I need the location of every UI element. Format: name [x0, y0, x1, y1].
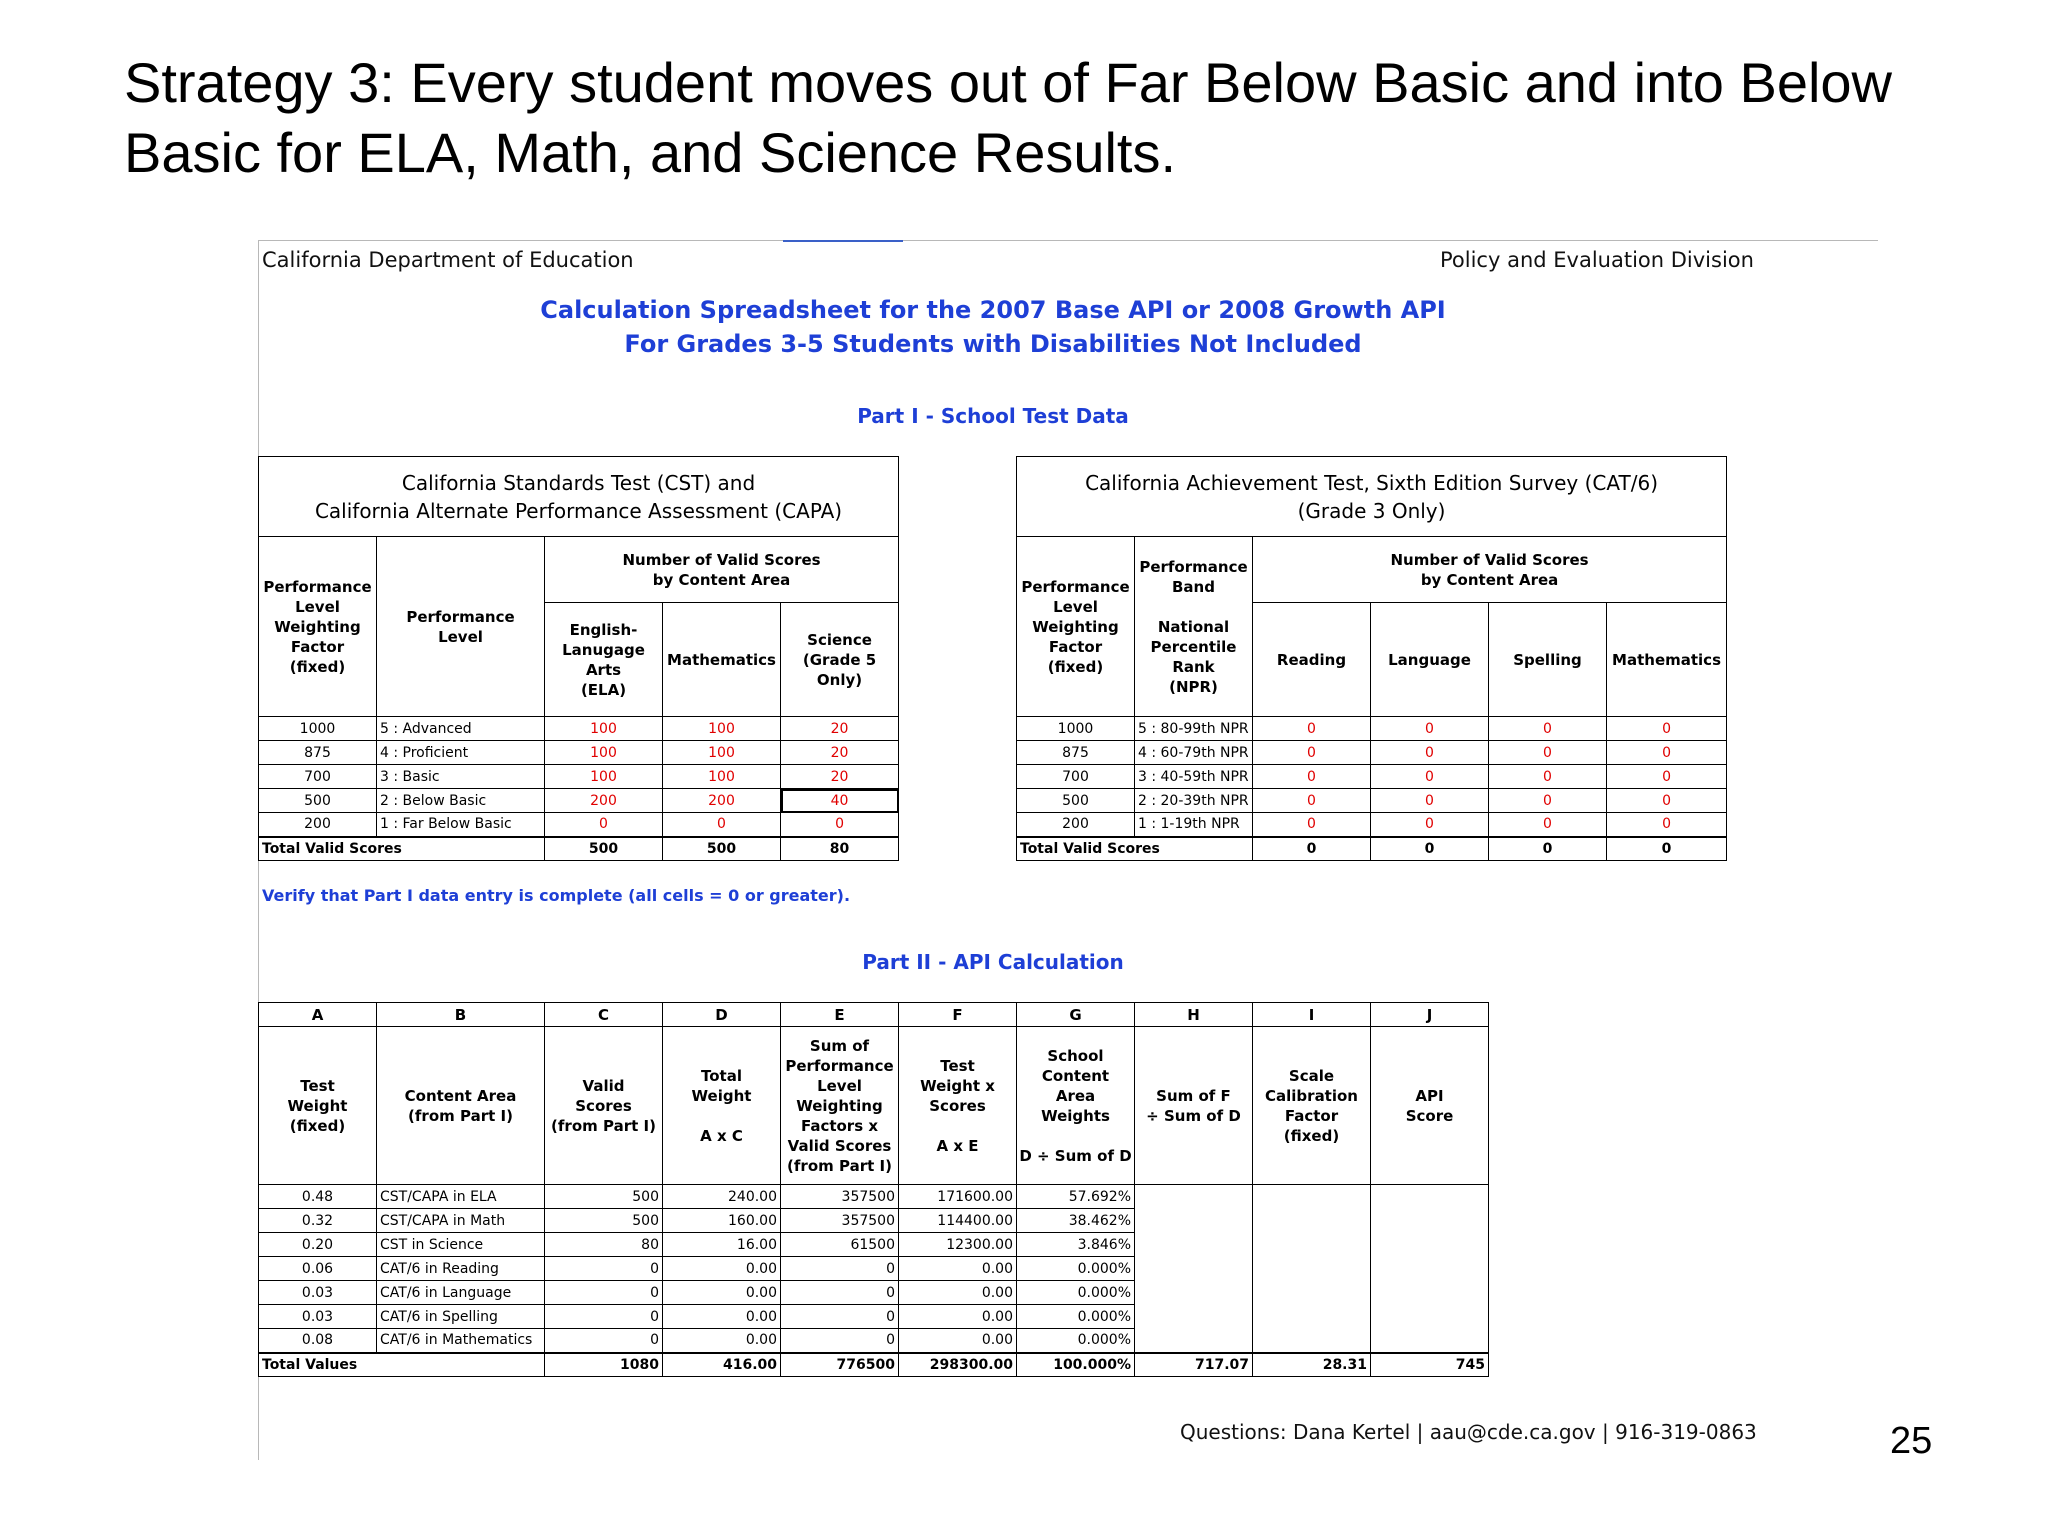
cst-ela-cell[interactable]: 100	[545, 765, 663, 789]
cst-math-cell[interactable]: 200	[663, 789, 781, 813]
questions-footer: Questions: Dana Kertel | aau@cde.ca.gov | 916-319-0863	[1180, 1420, 1757, 1444]
api-header-g-l2: Content	[1041, 1066, 1110, 1085]
cst-level-cell[interactable]: 3 : Basic	[377, 765, 545, 789]
cat6-language-cell[interactable]: 0	[1371, 813, 1489, 837]
api-letter: H	[1135, 1003, 1253, 1027]
api-header-e-l1: Sum of	[809, 1036, 870, 1055]
cat6-band-header	[1135, 537, 1253, 717]
cat6-weight-header-l3: Weighting	[1032, 617, 1119, 636]
api-header-i-l3: Factor	[1284, 1106, 1339, 1125]
api-cell-c[interactable]: 0	[545, 1257, 663, 1281]
cst-level-cell[interactable]: 5 : Advanced	[377, 717, 545, 741]
cst-weight-cell[interactable]: 875	[259, 741, 377, 765]
slide-title-line-1: Strategy 3: Every student moves out of Far Below Basic and into Below	[124, 51, 1892, 114]
api-header-a-l1: Test	[300, 1076, 335, 1095]
cst-math-header: Mathematics	[663, 603, 781, 717]
cst-sci-cell[interactable]: 0	[781, 813, 899, 837]
cat6-weight-cell[interactable]: 200	[1017, 813, 1135, 837]
cst-row-below-basic	[259, 789, 899, 813]
api-cell-g[interactable]: 0.000%	[1017, 1329, 1135, 1353]
cat6-math-cell[interactable]: 0	[1607, 765, 1727, 789]
api-total-c: 1080	[545, 1353, 663, 1377]
api-cell-g[interactable]: 57.692%	[1017, 1185, 1135, 1209]
cst-total-sci: 80	[781, 837, 899, 861]
cst-weight-header	[259, 537, 377, 717]
api-header-e	[781, 1027, 899, 1185]
slide-title-line-2: Basic for ELA, Math, and Science Results.	[124, 121, 1177, 184]
api-cell-f[interactable]: 12300.00	[899, 1233, 1017, 1257]
api-cell-h-blank[interactable]	[1135, 1185, 1253, 1353]
cat6-band-header-l2: Band	[1172, 577, 1215, 596]
cat6-math-cell[interactable]: 0	[1607, 813, 1727, 837]
api-header-g-l6: D ÷ Sum of D	[1019, 1146, 1132, 1165]
api-header-c-l1: Valid	[582, 1076, 625, 1095]
cst-total-label: Total Valid Scores	[259, 837, 545, 861]
cat6-total-spelling: 0	[1489, 837, 1607, 861]
api-total-e: 776500	[781, 1353, 899, 1377]
cat6-row-2	[1017, 741, 1727, 765]
api-cell-d[interactable]: 160.00	[663, 1209, 781, 1233]
cst-ela-cell[interactable]: 0	[545, 813, 663, 837]
api-column-letters	[259, 1003, 1489, 1027]
api-cell-c[interactable]: 80	[545, 1233, 663, 1257]
api-total-d: 416.00	[663, 1353, 781, 1377]
api-header-d-spacer	[663, 1106, 780, 1126]
cst-weight-header-l4: Factor	[290, 637, 345, 656]
api-cell-b[interactable]: CAT/6 in Language	[377, 1281, 545, 1305]
api-header-h-l1: Sum of F	[1156, 1086, 1231, 1105]
api-header-b	[377, 1027, 545, 1185]
cst-weight-cell[interactable]: 1000	[259, 717, 377, 741]
api-cell-a[interactable]: 0.08	[259, 1329, 377, 1353]
api-cell-c[interactable]: 500	[545, 1209, 663, 1233]
api-cell-c[interactable]: 0	[545, 1305, 663, 1329]
header-left: California Department of Education	[262, 248, 634, 272]
api-header-f	[899, 1027, 1017, 1185]
cst-table	[258, 456, 899, 861]
cst-sci-cell-selected[interactable]: 40	[781, 789, 899, 813]
cat6-spelling-cell[interactable]: 0	[1489, 789, 1607, 813]
cat6-spelling-cell[interactable]: 0	[1489, 813, 1607, 837]
sheet-tab-marker	[783, 240, 903, 242]
api-header-j-l2: Score	[1405, 1106, 1454, 1125]
cst-row-far-below-basic	[259, 813, 899, 837]
cat6-band-header-l5: Rank	[1172, 657, 1215, 676]
api-cell-b[interactable]: CST/CAPA in Math	[377, 1209, 545, 1233]
api-cell-b[interactable]: CAT/6 in Mathematics	[377, 1329, 545, 1353]
cst-level-header	[377, 537, 545, 717]
cat6-band-header-spacer	[1135, 597, 1252, 617]
sheet-top-border	[258, 240, 1878, 241]
cat6-weight-cell[interactable]: 500	[1017, 789, 1135, 813]
api-cell-e[interactable]: 0	[781, 1281, 899, 1305]
api-cell-a[interactable]: 0.32	[259, 1209, 377, 1233]
api-cell-a[interactable]: 0.03	[259, 1281, 377, 1305]
api-cell-b[interactable]: CAT/6 in Spelling	[377, 1305, 545, 1329]
cst-total-math: 500	[663, 837, 781, 861]
cat6-total-reading: 0	[1253, 837, 1371, 861]
part2-title: Part II - API Calculation	[862, 950, 1124, 974]
api-cell-e[interactable]: 61500	[781, 1233, 899, 1257]
api-letter: B	[377, 1003, 545, 1027]
api-header-j	[1371, 1027, 1489, 1185]
cat6-weight-header	[1017, 537, 1135, 717]
cst-total-ela: 500	[545, 837, 663, 861]
api-header-i	[1253, 1027, 1371, 1185]
api-cell-d[interactable]: 16.00	[663, 1233, 781, 1257]
cat6-weight-cell[interactable]: 700	[1017, 765, 1135, 789]
cat6-math-cell[interactable]: 0	[1607, 741, 1727, 765]
api-cell-d[interactable]: 0.00	[663, 1257, 781, 1281]
cat6-total-row	[1017, 837, 1727, 861]
api-header-f-spacer	[899, 1116, 1016, 1136]
cst-math-cell[interactable]: 100	[663, 741, 781, 765]
api-cell-a[interactable]: 0.48	[259, 1185, 377, 1209]
api-header-f-l3: Scores	[929, 1096, 986, 1115]
cat6-reading-header: Reading	[1253, 603, 1371, 717]
cat6-total-language: 0	[1371, 837, 1489, 861]
api-cell-a[interactable]: 0.06	[259, 1257, 377, 1281]
api-header-h	[1135, 1027, 1253, 1185]
api-cell-i-blank[interactable]	[1253, 1185, 1371, 1353]
api-cell-b[interactable]: CST in Science	[377, 1233, 545, 1257]
page-number: 25	[1890, 1420, 1933, 1462]
cst-weight-cell[interactable]: 500	[259, 789, 377, 813]
cst-weight-cell[interactable]: 700	[259, 765, 377, 789]
api-row-ela	[259, 1185, 1489, 1209]
cst-level-cell[interactable]: 4 : Proficient	[377, 741, 545, 765]
cst-ela-cell[interactable]: 100	[545, 741, 663, 765]
cat6-math-header: Mathematics	[1607, 603, 1727, 717]
cat6-row-1	[1017, 717, 1727, 741]
api-header-e-l6: Valid Scores	[787, 1136, 892, 1155]
api-header-f-l2: Weight x	[920, 1076, 995, 1095]
api-table	[258, 1002, 1489, 1377]
api-letter: J	[1371, 1003, 1489, 1027]
api-letter: F	[899, 1003, 1017, 1027]
cst-valid-header	[545, 537, 899, 603]
cat6-math-cell[interactable]: 0	[1607, 717, 1727, 741]
api-header-j-l1: API	[1415, 1086, 1444, 1105]
cst-ela-header-l4: (ELA)	[580, 680, 627, 699]
cat6-language-header: Language	[1371, 603, 1489, 717]
cst-row-basic	[259, 765, 899, 789]
api-cell-b[interactable]: CST/CAPA in ELA	[377, 1185, 545, 1209]
api-letter: G	[1017, 1003, 1135, 1027]
cst-weight-header-l2: Level	[295, 597, 340, 616]
api-header-e-l7: (from Part I)	[787, 1156, 892, 1175]
api-cell-e[interactable]: 0	[781, 1329, 899, 1353]
verify-note: Verify that Part I data entry is complete (all cells = 0 or greater).	[262, 886, 851, 905]
cst-row-proficient	[259, 741, 899, 765]
cst-sci-cell[interactable]: 20	[781, 741, 899, 765]
cat6-math-cell[interactable]: 0	[1607, 789, 1727, 813]
api-header-d-l2: Weight	[691, 1086, 752, 1105]
cst-weight-header-l3: Weighting	[274, 617, 361, 636]
cat6-spelling-cell[interactable]: 0	[1489, 741, 1607, 765]
cat6-valid-header-l1: Number of Valid Scores	[1390, 550, 1589, 569]
api-header-g-l1: School	[1047, 1046, 1104, 1065]
cst-ela-header-l2: Lanugage	[562, 640, 645, 659]
cat6-title-line-2: (Grade 3 Only)	[1297, 498, 1446, 523]
cst-level-header-l1: Performance	[406, 607, 515, 626]
api-cell-g[interactable]: 0.000%	[1017, 1281, 1135, 1305]
api-cell-g[interactable]: 3.846%	[1017, 1233, 1135, 1257]
api-header-e-l3: Level	[817, 1076, 862, 1095]
cst-math-cell[interactable]: 100	[663, 717, 781, 741]
api-header-c-l3: (from Part I)	[551, 1116, 656, 1135]
cat6-reading-cell[interactable]: 0	[1253, 717, 1371, 741]
cat6-weight-header-l2: Level	[1053, 597, 1098, 616]
api-cell-f[interactable]: 171600.00	[899, 1185, 1017, 1209]
api-cell-e[interactable]: 0	[781, 1305, 899, 1329]
cst-valid-header-l1: Number of Valid Scores	[622, 550, 821, 569]
cst-weight-header-l1: Performance	[263, 577, 372, 596]
cst-level-cell[interactable]: 1 : Far Below Basic	[377, 813, 545, 837]
api-cell-e[interactable]: 357500	[781, 1209, 899, 1233]
api-letter: D	[663, 1003, 781, 1027]
cst-math-cell[interactable]: 0	[663, 813, 781, 837]
api-header-d-l1: Total	[701, 1066, 742, 1085]
header-right: Policy and Evaluation Division	[1440, 248, 1754, 272]
cat6-title-line-1: California Achievement Test, Sixth Edition Survey (CAT/6)	[1085, 470, 1658, 495]
api-cell-f[interactable]: 0.00	[899, 1257, 1017, 1281]
api-cell-c[interactable]: 0	[545, 1281, 663, 1305]
cst-sci-cell[interactable]: 20	[781, 717, 899, 741]
cat6-table	[1016, 456, 1727, 861]
cat6-valid-header	[1253, 537, 1727, 603]
api-cell-g[interactable]: 38.462%	[1017, 1209, 1135, 1233]
api-letter: C	[545, 1003, 663, 1027]
api-letter: I	[1253, 1003, 1371, 1027]
api-letter: A	[259, 1003, 377, 1027]
cat6-total-label: Total Valid Scores	[1017, 837, 1253, 861]
cat6-row-4	[1017, 789, 1727, 813]
api-header-h-l2: ÷ Sum of D	[1146, 1106, 1241, 1125]
cat6-reading-cell[interactable]: 0	[1253, 765, 1371, 789]
api-header-g	[1017, 1027, 1135, 1185]
api-cell-g[interactable]: 0.000%	[1017, 1257, 1135, 1281]
api-total-f: 298300.00	[899, 1353, 1017, 1377]
api-header-e-l4: Weighting	[796, 1096, 883, 1115]
api-header-a-l2: Weight	[287, 1096, 348, 1115]
api-header-g-l3: Area	[1055, 1086, 1096, 1105]
slide-title	[124, 48, 1984, 188]
api-cell-f[interactable]: 0.00	[899, 1281, 1017, 1305]
cst-total-row	[259, 837, 899, 861]
cst-sci-header-l2: (Grade 5	[802, 650, 877, 669]
api-score: 745	[1371, 1353, 1489, 1377]
cat6-reading-cell[interactable]: 0	[1253, 789, 1371, 813]
cat6-band-cell[interactable]: 2 : 20-39th NPR	[1135, 789, 1253, 813]
cat6-row-3	[1017, 765, 1727, 789]
cst-title-line-1: California Standards Test (CST) and	[401, 470, 756, 495]
api-header-g-spacer	[1017, 1126, 1134, 1146]
cst-valid-header-l2: by Content Area	[652, 570, 791, 589]
api-cell-f[interactable]: 114400.00	[899, 1209, 1017, 1233]
cat6-spelling-cell[interactable]: 0	[1489, 765, 1607, 789]
api-total-g: 100.000%	[1017, 1353, 1135, 1377]
api-cell-b[interactable]: CAT/6 in Reading	[377, 1257, 545, 1281]
api-header-b-l2: (from Part I)	[408, 1106, 513, 1125]
cat6-band-cell[interactable]: 3 : 40-59th NPR	[1135, 765, 1253, 789]
api-header-e-l5: Factors x	[800, 1116, 879, 1135]
cat6-band-cell[interactable]: 1 : 1-19th NPR	[1135, 813, 1253, 837]
cst-ela-header	[545, 603, 663, 717]
cat6-reading-cell[interactable]: 0	[1253, 741, 1371, 765]
api-cell-e[interactable]: 0	[781, 1257, 899, 1281]
api-header-i-l4: (fixed)	[1283, 1126, 1340, 1145]
cst-weight-cell[interactable]: 200	[259, 813, 377, 837]
api-cell-e[interactable]: 357500	[781, 1185, 899, 1209]
api-header-c-l2: Scores	[575, 1096, 632, 1115]
api-header-a	[259, 1027, 377, 1185]
cst-level-header-l2: Level	[438, 627, 483, 646]
api-cell-d[interactable]: 240.00	[663, 1185, 781, 1209]
cst-sci-header-l3: Only)	[816, 670, 863, 689]
api-cell-d[interactable]: 0.00	[663, 1305, 781, 1329]
cat6-band-header-l3: National	[1157, 617, 1230, 636]
cst-sci-cell[interactable]: 20	[781, 765, 899, 789]
cat6-language-cell[interactable]: 0	[1371, 765, 1489, 789]
api-cell-f[interactable]: 0.00	[899, 1305, 1017, 1329]
api-cell-g[interactable]: 0.000%	[1017, 1305, 1135, 1329]
cat6-valid-header-l2: by Content Area	[1420, 570, 1559, 589]
api-header-i-l1: Scale	[1288, 1066, 1335, 1085]
cst-row-advanced	[259, 717, 899, 741]
cst-sci-header	[781, 603, 899, 717]
calc-title-line-1: Calculation Spreadsheet for the 2007 Base API or 2008 Growth API	[540, 296, 1446, 324]
api-cell-d[interactable]: 0.00	[663, 1281, 781, 1305]
cat6-language-cell[interactable]: 0	[1371, 789, 1489, 813]
cat6-language-cell[interactable]: 0	[1371, 717, 1489, 741]
api-cell-c[interactable]: 500	[545, 1185, 663, 1209]
cat6-weight-header-l1: Performance	[1021, 577, 1130, 596]
api-header-g-l4: Weights	[1041, 1106, 1110, 1125]
api-cell-f[interactable]: 0.00	[899, 1329, 1017, 1353]
cat6-band-cell[interactable]: 5 : 80-99th NPR	[1135, 717, 1253, 741]
api-total-i: 28.31	[1253, 1353, 1371, 1377]
api-cell-c[interactable]: 0	[545, 1329, 663, 1353]
cat6-spelling-cell[interactable]: 0	[1489, 717, 1607, 741]
cat6-band-header-l1: Performance	[1139, 557, 1248, 576]
cat6-band-header-l6: (NPR)	[1169, 677, 1218, 696]
api-total-label: Total Values	[259, 1353, 545, 1377]
api-total-row	[259, 1353, 1489, 1377]
cat6-weight-header-l4: Factor	[1048, 637, 1103, 656]
cat6-reading-cell[interactable]: 0	[1253, 813, 1371, 837]
cat6-band-cell[interactable]: 4 : 60-79th NPR	[1135, 741, 1253, 765]
api-header-i-l2: Calibration	[1265, 1086, 1358, 1105]
part1-title: Part I - School Test Data	[857, 404, 1129, 428]
cst-weight-header-l5: (fixed)	[289, 657, 346, 676]
api-header-f-l5: A x E	[936, 1136, 979, 1155]
cat6-spelling-header: Spelling	[1489, 603, 1607, 717]
api-header-row	[259, 1027, 1489, 1185]
api-header-b-l1: Content Area	[404, 1086, 517, 1105]
cat6-title	[1017, 457, 1727, 537]
cst-title-line-2: California Alternate Performance Assessment (CAPA)	[314, 498, 843, 523]
cst-math-cell[interactable]: 100	[663, 765, 781, 789]
cat6-band-header-l4: Percentile	[1150, 637, 1237, 656]
spreadsheet-screenshot	[258, 240, 1878, 1460]
api-header-c	[545, 1027, 663, 1185]
api-header-a-l3: (fixed)	[289, 1116, 346, 1135]
api-header-f-l1: Test	[940, 1056, 975, 1075]
api-header-d-l4: A x C	[700, 1126, 743, 1145]
cst-title	[259, 457, 899, 537]
api-letter: E	[781, 1003, 899, 1027]
cat6-weight-cell[interactable]: 1000	[1017, 717, 1135, 741]
cst-ela-header-l1: English-	[569, 620, 638, 639]
api-cell-d[interactable]: 0.00	[663, 1329, 781, 1353]
cat6-language-cell[interactable]: 0	[1371, 741, 1489, 765]
cat6-row-5	[1017, 813, 1727, 837]
api-header-e-l2: Performance	[785, 1056, 894, 1075]
cst-ela-cell[interactable]: 100	[545, 717, 663, 741]
cat6-weight-header-l5: (fixed)	[1047, 657, 1104, 676]
api-cell-a[interactable]: 0.20	[259, 1233, 377, 1257]
api-cell-a[interactable]: 0.03	[259, 1305, 377, 1329]
cat6-weight-cell[interactable]: 875	[1017, 741, 1135, 765]
cst-ela-cell[interactable]: 200	[545, 789, 663, 813]
cat6-total-math: 0	[1607, 837, 1727, 861]
api-cell-j-blank[interactable]	[1371, 1185, 1489, 1353]
cst-sci-header-l1: Science	[807, 630, 872, 649]
cst-level-cell[interactable]: 2 : Below Basic	[377, 789, 545, 813]
api-header-d	[663, 1027, 781, 1185]
api-total-h: 717.07	[1135, 1353, 1253, 1377]
cst-ela-header-l3: Arts	[585, 660, 622, 679]
calc-title-line-2: For Grades 3-5 Students with Disabilities Not Included	[624, 330, 1362, 358]
